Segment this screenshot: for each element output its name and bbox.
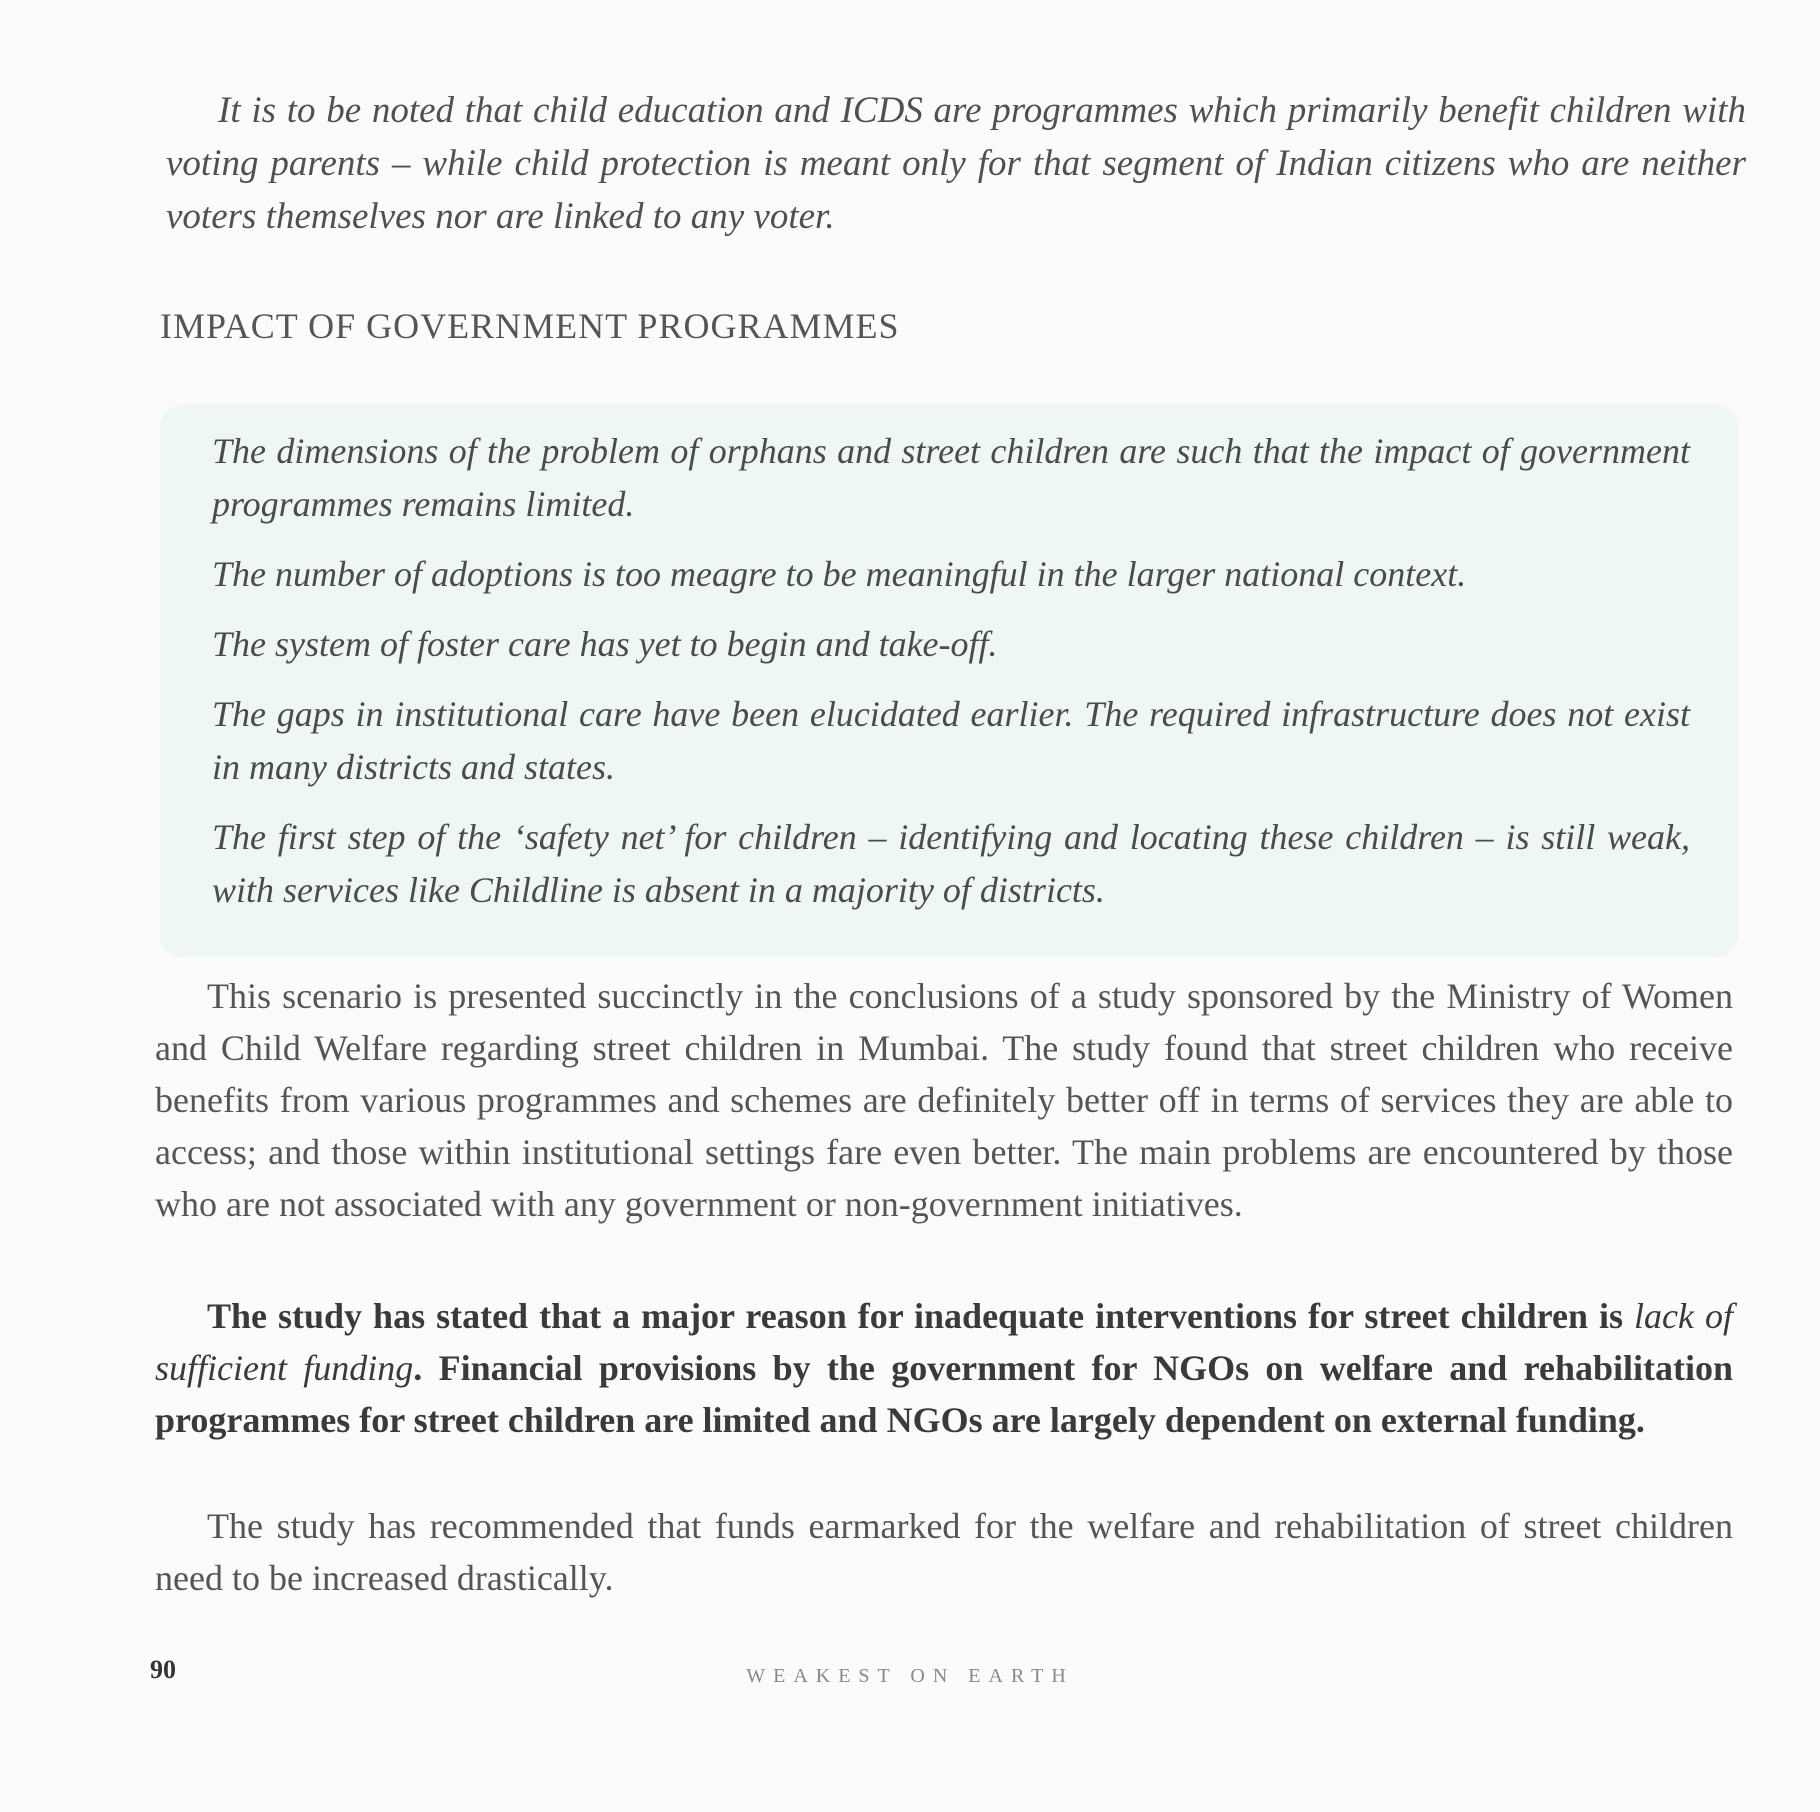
body-paragraph-2 bbox=[155, 1290, 1733, 1446]
body-paragraph-1: This scenario is presented succinctly in the conclusions of a study sponsored by the Ministry of Women and Child Welfare regarding street children in Mumbai. The study found that street children who receive benefits from various programmes and schemes are definitely better off in terms of services they are able to access; and those within institutional settings fare even better. The main problems are encountered by those who are not associated with any government or non-government initiatives. bbox=[155, 976, 1733, 1224]
intro-paragraph: It is to be noted that child education and ICDS are programmes which primarily benefit children with voting parents – while child protection is meant only for that segment of Indian citizens who are neither voters themselves nor are linked to any voter. bbox=[166, 90, 1746, 237]
page-number: 90 bbox=[150, 1655, 176, 1684]
body-paragraph-3: The study has recommended that funds earmarked for the welfare and rehabilitation of street children need to be increased drastically. bbox=[155, 1506, 1733, 1598]
box-item: The number of adoptions is too meagre to be meaningful in the larger national context. bbox=[212, 554, 1467, 594]
paragraph-2-part-2: . Financial provisions by the government for NGOs on welfare and rehabilitation programmes for street children are limited and NGOs are largely dependent on external funding. bbox=[155, 1348, 1733, 1440]
paragraph-2-emphasis: lack of sufficient funding bbox=[155, 1296, 1733, 1388]
highlight-box bbox=[160, 405, 1738, 957]
box-item: The first step of the ‘safety net’ for children – identifying and locating these children – is still weak, with services like Childline is absent in a majority of districts. bbox=[212, 817, 1690, 910]
section-heading: IMPACT OF GOVERNMENT PROGRAMMES bbox=[160, 306, 900, 346]
box-item: The gaps in institutional care have been elucidated earlier. The required infrastructure does not exist in many districts and states. bbox=[212, 694, 1690, 787]
paragraph-2-part-1: The study has stated that a major reason for inadequate interventions for street children is bbox=[207, 1296, 1635, 1336]
box-item: The system of foster care has yet to begin and take-off. bbox=[212, 624, 998, 664]
running-title: WEAKEST ON EARTH bbox=[746, 1665, 1074, 1687]
box-item: The dimensions of the problem of orphans and street children are such that the impact of government programmes remains limited. bbox=[212, 431, 1690, 524]
